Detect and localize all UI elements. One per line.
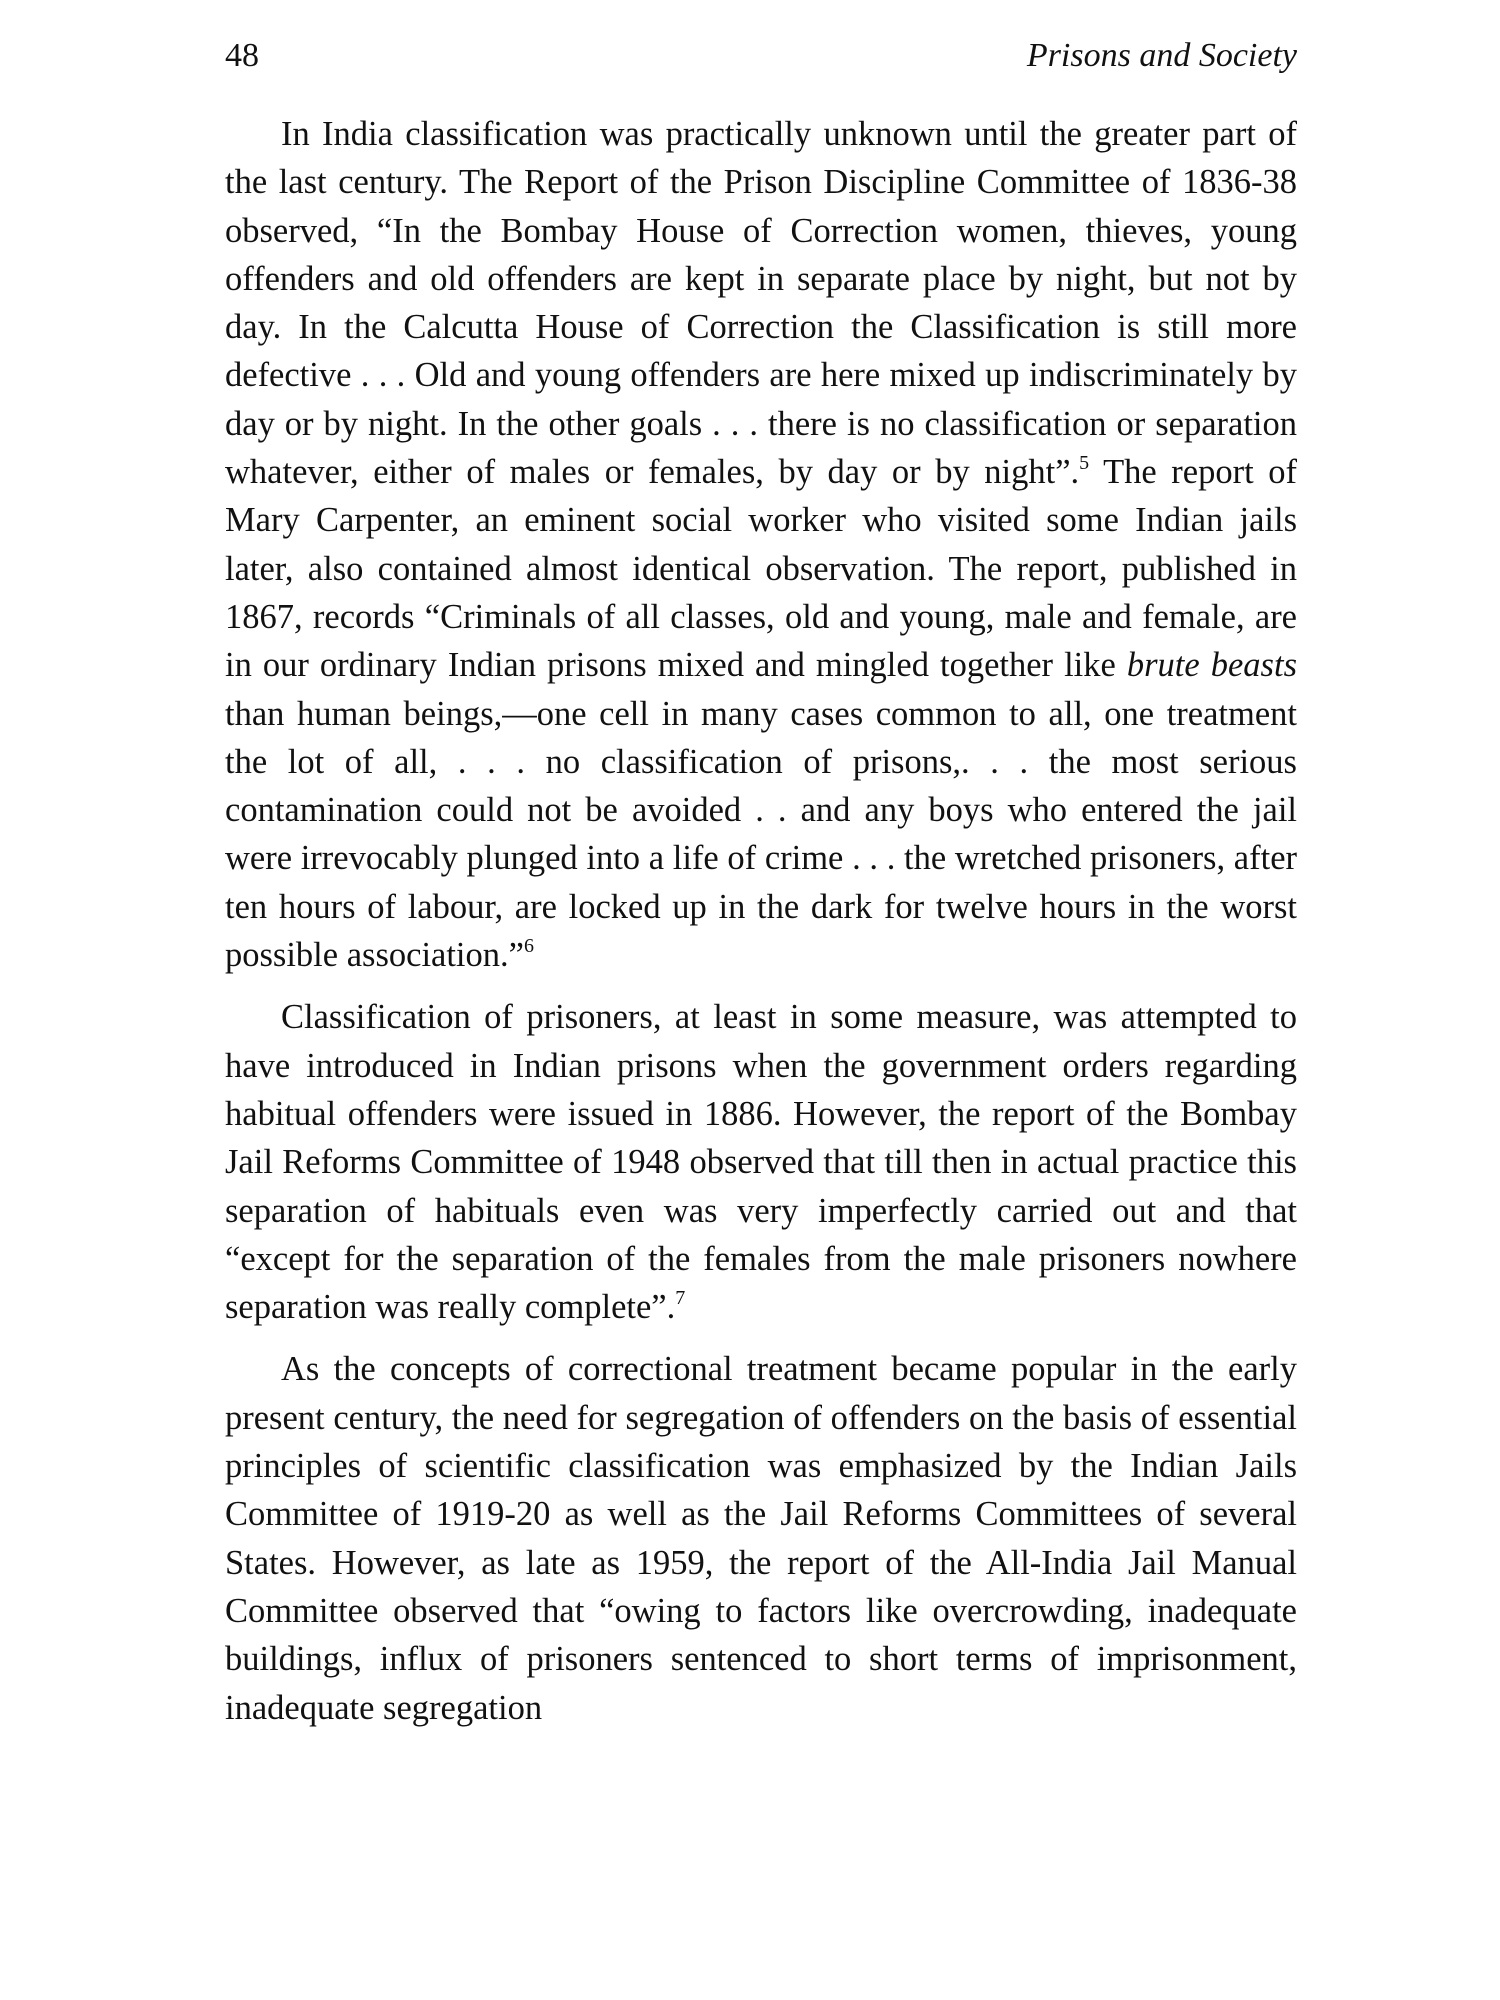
running-title: Prisons and Society <box>1026 37 1297 74</box>
paragraph-3 <box>225 1345 1297 1731</box>
paragraph-1-text-a: In India classification was practically unknown until the greater part of the last century. The Report of the Prison Discipline Committee of 1836-38 observed, “In the Bombay House of Correction women, thieves, young offenders and old offenders are kept in separate place by night, but not by day. In the Calcutta House of Correction the Classification is still more defective . . . Old and young offenders are here mixed up indiscriminately by day or by night. In the other goals . . . there is no classification or separation whatever, either of males or females, by day or by night”. <box>225 115 1297 492</box>
paragraph-1-text-b: The report of Mary Carpenter, an eminent social worker who visited some Indian jails later, also contained almost identical observation. The report, published in 1867, records “Criminals of all classes, old and young, male and female, are in our ordinary Indian prisons mixed and mingled together like <box>225 453 1297 685</box>
body-text <box>225 110 1297 1746</box>
page-number: 48 <box>225 37 259 74</box>
footnote-ref-7: 7 <box>675 1287 686 1310</box>
paragraph-2-text: Classification of prisoners, at least in some measure, was attempted to have introduced in Indian prisons when the government orders regarding habitual offenders were issued in 1886. However, the report of the Bombay Jail Reforms Committee of 1948 observed that till then in actual practice this separation of habituals even was very imperfectly carried out and that “except for the separation of the females from the male prisoners nowhere separation was really complete”. <box>225 998 1297 1327</box>
running-head <box>225 36 1297 86</box>
paragraph-3-text: As the concepts of correctional treatment became popular in the early present century, the need for segregation of offenders on the basis of essential principles of scientific classification was emphasized by the Indian Jails Committee of 1919-20 as well as the Jail Reforms Committees of several States. However, as late as 1959, the report of the All-India Jail Manual Committee observed that “owing to factors like overcrowding, inadequate buildings, influx of prisoners sentenced to short terms of imprisonment, inadequate segregation <box>225 1350 1297 1727</box>
emphasis-brute-beasts: brute beasts <box>1126 646 1297 685</box>
paragraph-2 <box>225 993 1297 1331</box>
footnote-ref-6: 6 <box>523 935 534 958</box>
footnote-ref-5: 5 <box>1079 452 1090 475</box>
paragraph-1 <box>225 110 1297 979</box>
paragraph-1-text-c: than human beings,—one cell in many cases common to all, one treatment the lot of all, . . . no classification of prisons,. . . the most serious contamination could not be avoided . . and any boys who entered the jail were irrevocably plunged into a life of crime . . . the wretched prisoners, after ten hours of labour, are locked up in the dark for twelve hours in the worst possible association.” <box>225 694 1297 975</box>
